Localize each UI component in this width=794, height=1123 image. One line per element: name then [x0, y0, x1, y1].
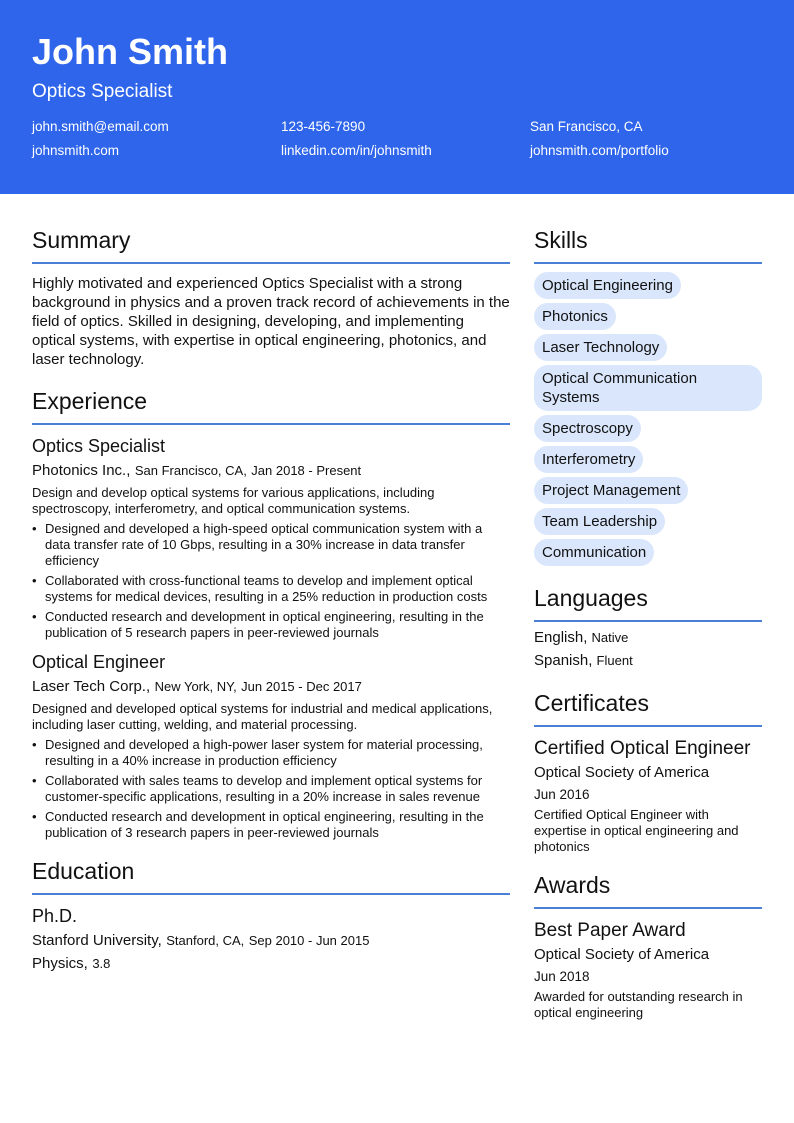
skill-tag: Communication: [534, 539, 654, 566]
education-heading: Education: [32, 857, 510, 895]
certificate-date: Jun 2016: [534, 787, 590, 802]
language-item: [534, 651, 762, 671]
summary-section: [32, 226, 510, 369]
education-meta: [32, 931, 510, 951]
experience-section: [32, 387, 510, 841]
gpa: 3.8: [92, 956, 111, 971]
resume-header: [0, 0, 794, 194]
summary-text: Highly motivated and experienced Optics Specialist with a strong background in physics and a proven track record of achievements in the field of optics. Skilled in designing, developing, and implementing optical systems, with expertise in optical engineering, photonics, and laser technology.: [32, 275, 510, 368]
job-title: Optical Engineer: [32, 652, 166, 672]
certificates-heading: Certificates: [534, 689, 762, 727]
company-name: Laser Tech Corp.,: [32, 678, 151, 695]
job-entry: [32, 435, 510, 641]
location: San Francisco, CA: [530, 119, 643, 134]
job-meta: [32, 677, 510, 697]
field-of-study: Physics,: [32, 955, 88, 972]
skills-heading: Skills: [534, 226, 762, 264]
skill-tag: Interferometry: [534, 446, 643, 473]
certificate-org: Optical Society of America: [534, 764, 710, 781]
job-meta: [32, 461, 510, 481]
website-link[interactable]: johnsmith.com: [32, 143, 120, 158]
certificates-section: [534, 689, 762, 855]
education-dates: Sep 2010 - Jun 2015: [248, 933, 370, 948]
portfolio-link[interactable]: johnsmith.com/portfolio: [530, 143, 669, 158]
language-level: Fluent: [596, 653, 633, 668]
job-description: Design and develop optical systems for various applications, including spectroscopy, interferometry, and optical communication systems.: [32, 485, 435, 516]
school-location: Stanford, CA,: [166, 933, 245, 948]
language-name: Spanish,: [534, 652, 593, 669]
bullet-item: • Conducted research and development in optical engineering, resulting in the publication of 3 research papers in peer-reviewed journals: [45, 809, 510, 841]
certificate-description: Certified Optical Engineer with expertise in optical engineering and photonics: [534, 807, 739, 854]
awards-heading: Awards: [534, 871, 762, 909]
right-column: [534, 194, 762, 1021]
bullet-item: • Collaborated with cross-functional teams to develop and implement optical systems for medical devices, resulting in a 25% reduction in production costs: [45, 573, 510, 605]
summary-heading: Summary: [32, 226, 510, 264]
job-location: San Francisco, CA,: [134, 463, 247, 478]
bullet-item: • Collaborated with sales teams to develop and implement optical systems for customer-specific applications, resulting in a 20% increase in sales revenue: [45, 773, 510, 805]
award-org: Optical Society of America: [534, 946, 710, 963]
job-bullets: [32, 737, 510, 841]
language-list: [534, 628, 762, 671]
job-dates: Jan 2018 - Present: [251, 463, 362, 478]
bullet-item: • Designed and developed a high-power laser system for material processing, resulting in a 40% increase in production efficiency: [45, 737, 510, 769]
resume-body: [0, 194, 794, 1021]
award-name: Best Paper Award: [534, 920, 686, 941]
linkedin-link[interactable]: linkedin.com/in/johnsmith: [281, 143, 432, 158]
job-entry: [32, 651, 510, 841]
skill-tag: Team Leadership: [534, 508, 665, 535]
job-location: New York, NY,: [154, 679, 237, 694]
job-bullets: [32, 521, 510, 641]
left-column: [32, 194, 510, 1021]
candidate-name: John Smith: [32, 31, 228, 72]
award-description: Awarded for outstanding research in optical engineering: [534, 989, 743, 1020]
candidate-role: Optics Specialist: [32, 81, 173, 102]
contact-info: [32, 118, 762, 160]
skill-tag: Project Management: [534, 477, 688, 504]
job-description: Designed and developed optical systems for industrial and medical applications, including laser cutting, welding, and material processing.: [32, 701, 493, 732]
school-name: Stanford University,: [32, 932, 162, 949]
skill-tag: Optical Communication Systems: [534, 365, 762, 411]
skill-tag: Optical Engineering: [534, 272, 681, 299]
languages-heading: Languages: [534, 584, 762, 622]
skill-tag: Laser Technology: [534, 334, 667, 361]
job-dates: Jun 2015 - Dec 2017: [241, 679, 362, 694]
phone-number[interactable]: 123-456-7890: [281, 119, 366, 134]
bullet-item: • Designed and developed a high-speed optical communication system with a data transfer rate of 10 Gbps, resulting in a 30% increase in data transfer efficiency: [45, 521, 510, 569]
skill-tag: Photonics: [534, 303, 616, 330]
language-level: Native: [591, 630, 629, 645]
language-item: [534, 628, 762, 648]
award-date: Jun 2018: [534, 969, 590, 984]
skill-tag: Spectroscopy: [534, 415, 641, 442]
job-title: Optics Specialist: [32, 436, 166, 456]
education-field: [32, 954, 510, 974]
certificate-name: Certified Optical Engineer: [534, 738, 751, 759]
languages-section: [534, 584, 762, 671]
awards-section: [534, 871, 762, 1021]
skills-section: [534, 226, 762, 566]
skill-list: [534, 272, 762, 566]
language-name: English,: [534, 629, 588, 646]
bullet-item: • Conducted research and development in optical engineering, resulting in the publication of 5 research papers in peer-reviewed journals: [45, 609, 510, 641]
company-name: Photonics Inc.,: [32, 462, 131, 479]
degree: Ph.D.: [32, 906, 78, 926]
education-section: [32, 857, 510, 974]
email-link[interactable]: john.smith@email.com: [32, 119, 169, 134]
experience-heading: Experience: [32, 387, 510, 425]
